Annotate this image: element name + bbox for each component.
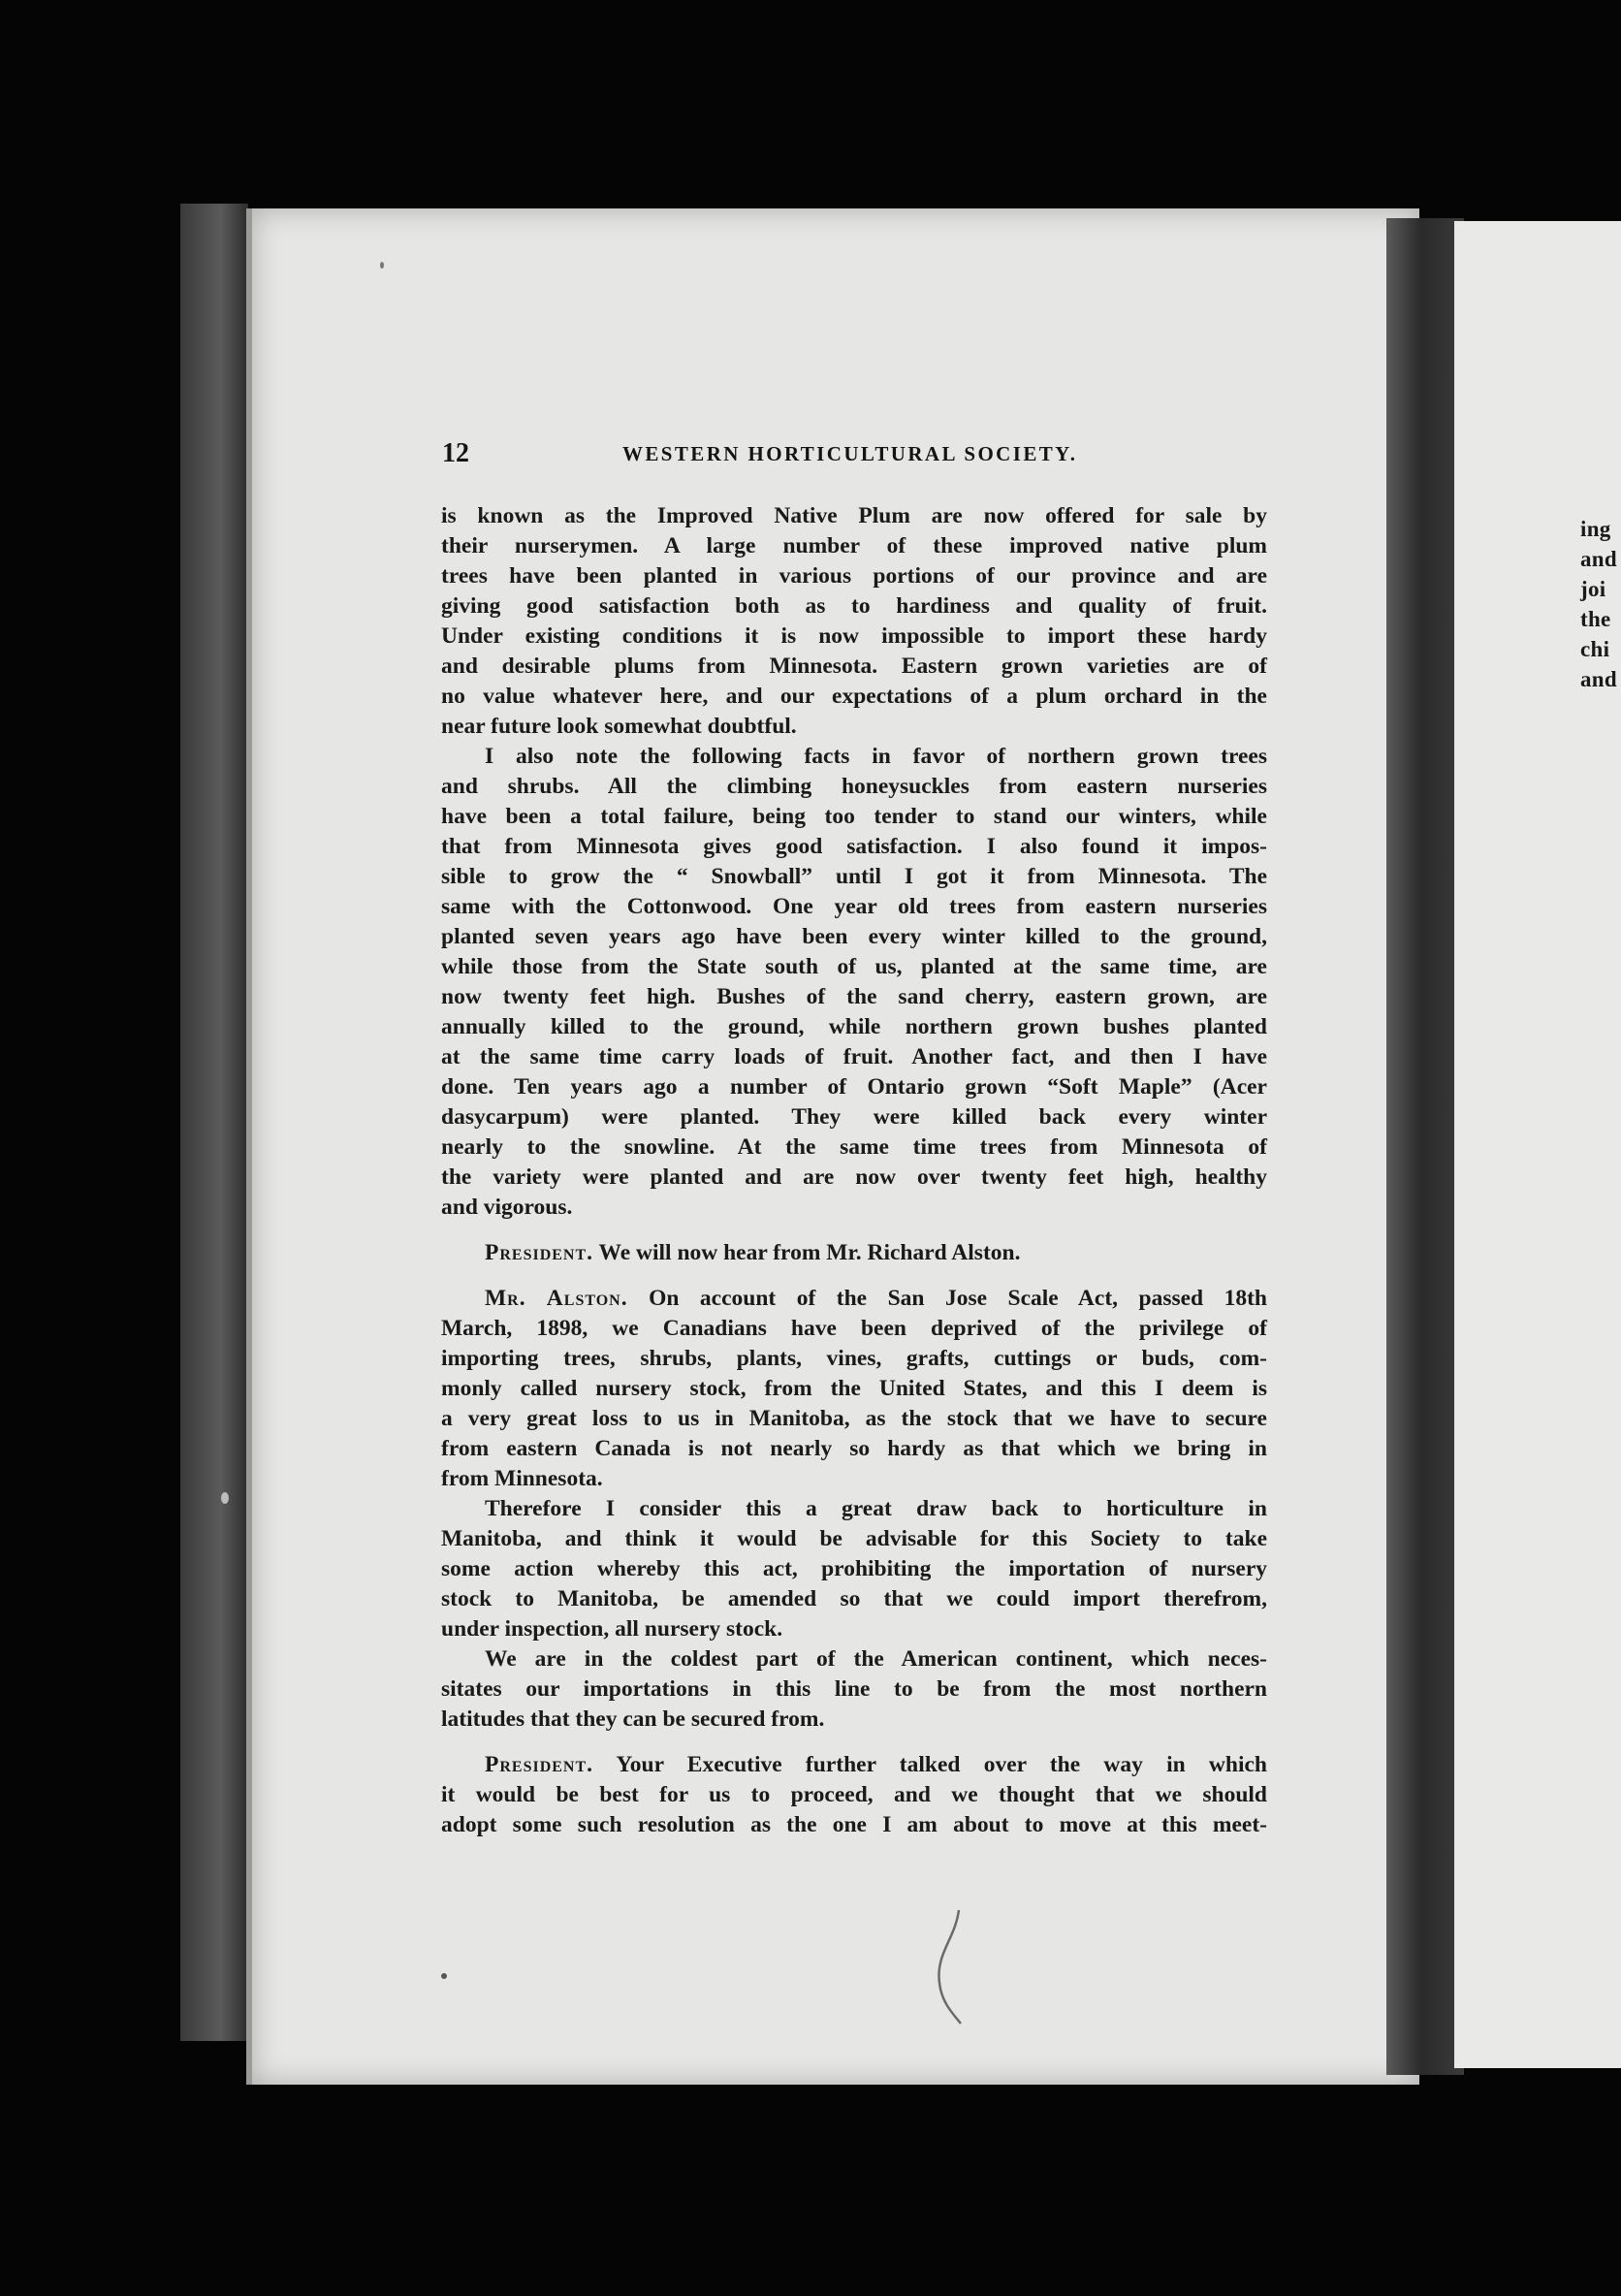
text-line: We are in the coldest part of the American continent, which neces- (485, 1646, 1267, 1672)
text-line: nearly to the snowline. At the same time trees from Minnesota of (441, 1134, 1267, 1160)
page-number: 12 (442, 438, 469, 468)
paragraph (441, 1750, 1267, 1840)
paragraph (441, 742, 1267, 1223)
book-gutter (1386, 218, 1464, 2075)
text-line: sible to grow the “ Snowball” until I got it from Minnesota. The (441, 864, 1267, 889)
text-line: and desirable plums from Minnesota. Eastern grown varieties are of (441, 654, 1267, 679)
text-line: while those from the State south of us, planted at the same time, are (441, 954, 1267, 979)
paragraph (441, 1284, 1267, 1494)
text-line: some action whereby this act, prohibiting the importation of nursery (441, 1556, 1267, 1581)
text-line: Under existing conditions it is now impossible to import these hardy (441, 623, 1267, 649)
page-header (442, 438, 1268, 473)
text-line: annually killed to the ground, while northern grown bushes planted (441, 1014, 1267, 1039)
text-run: Your Executive further talked over the way in which (593, 1752, 1267, 1777)
text-line: sitates our importations in this line to be from the most northern (441, 1676, 1267, 1702)
paper-speck (380, 262, 384, 269)
speaker-label: President. (485, 1240, 594, 1265)
paragraph (441, 1494, 1267, 1644)
adjacent-page (1454, 221, 1621, 2068)
adjacent-fragment: joi (1580, 577, 1606, 601)
text-line: no value whatever here, and our expectations of a plum orchard in the (441, 684, 1267, 709)
text-run: We will now hear from Mr. Richard Alston. (593, 1240, 1021, 1265)
paragraph (441, 501, 1267, 742)
text-line: near future look somewhat doubtful. (441, 714, 797, 739)
adjacent-fragment: chi (1580, 637, 1610, 661)
text-line: giving good satisfaction both as to hardiness and quality of fruit. (441, 593, 1267, 619)
text-line: March, 1898, we Canadians have been deprived of the privilege of (441, 1316, 1267, 1341)
text-line (441, 1238, 1267, 1268)
text-line: stock to Manitoba, be amended so that we could import therefrom, (441, 1586, 1267, 1611)
text-line: at the same time carry loads of fruit. Another fact, and then I have (441, 1044, 1267, 1069)
text-line: from Minnesota. (441, 1466, 603, 1491)
text-line: latitudes that they can be secured from. (441, 1706, 825, 1732)
text-line: from eastern Canada is not nearly so hardy as that which we bring in (441, 1436, 1267, 1461)
text-line: dasycarpum) were planted. They were killed back every winter (441, 1104, 1267, 1130)
text-line: monly called nursery stock, from the United States, and this I deem is (441, 1376, 1267, 1401)
text-line: same with the Cottonwood. One year old trees from eastern nurseries (441, 894, 1267, 919)
adjacent-fragment: and (1580, 667, 1617, 691)
text-line: trees have been planted in various portions of our province and are (441, 563, 1267, 589)
text-line: done. Ten years ago a number of Ontario grown “Soft Maple” (Acer (441, 1074, 1267, 1100)
text-run: On account of the San Jose Scale Act, passed 18th (627, 1286, 1267, 1311)
adjacent-fragment: ing (1580, 517, 1611, 541)
text-line: Therefore I consider this a great draw back to horticulture in (485, 1496, 1267, 1521)
text-line: Manitoba, and think it would be advisable for this Society to take (441, 1526, 1267, 1551)
speaker-label: Mr. Alston. (485, 1286, 628, 1311)
adjacent-fragment: the (1580, 607, 1611, 631)
text-line: under inspection, all nursery stock. (441, 1616, 783, 1642)
paper-speck (221, 1492, 229, 1504)
text-line: that from Minnesota gives good satisfaction. I also found it impos- (441, 834, 1267, 859)
text-line (441, 1284, 1267, 1314)
pencil-mark (926, 1905, 974, 2031)
text-line: adopt some such resolution as the one I am about to move at this meet- (441, 1812, 1267, 1837)
text-line: it would be best for us to proceed, and we thought that we should (441, 1782, 1267, 1807)
text-line: I also note the following facts in favor of northern grown trees (485, 744, 1267, 769)
body-text (441, 501, 1267, 1840)
text-line: the variety were planted and are now over twenty feet high, healthy (441, 1164, 1267, 1190)
paragraph (441, 1644, 1267, 1735)
book-edge (180, 204, 248, 2041)
text-line: a very great loss to us in Manitoba, as the stock that we have to secure (441, 1406, 1267, 1431)
text-line (441, 1750, 1267, 1780)
text-line: and shrubs. All the climbing honeysuckles from eastern nurseries (441, 774, 1267, 799)
text-line: planted seven years ago have been every winter killed to the ground, (441, 924, 1267, 949)
text-line: importing trees, shrubs, plants, vines, grafts, cuttings or buds, com- (441, 1346, 1267, 1371)
text-line: is known as the Improved Native Plum are now offered for sale by (441, 503, 1267, 528)
speaker-label: President. (485, 1752, 594, 1777)
text-line: their nurserymen. A large number of these improved native plum (441, 533, 1267, 558)
text-line: and vigorous. (441, 1195, 573, 1220)
paragraph (441, 1238, 1267, 1268)
paper-speck (441, 1973, 447, 1979)
text-line: now twenty feet high. Bushes of the sand cherry, eastern grown, are (441, 984, 1267, 1009)
running-head: WESTERN HORTICULTURAL SOCIETY. (622, 442, 1078, 465)
adjacent-fragment: and (1580, 547, 1617, 571)
text-line: have been a total failure, being too tender to stand our winters, while (441, 804, 1267, 829)
